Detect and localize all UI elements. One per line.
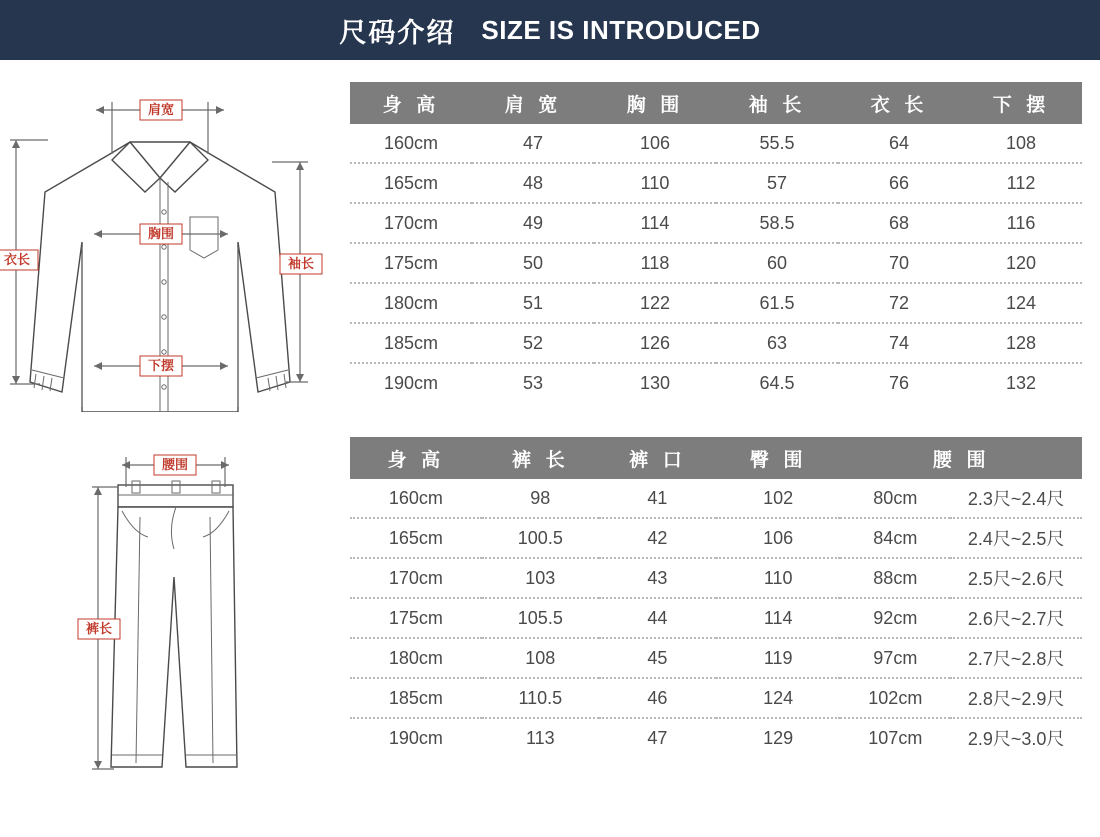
cell-length: 74 [838, 323, 960, 363]
shirt-illustration [0, 82, 350, 412]
cell-shoulder: 47 [472, 124, 594, 163]
cell-cuff: 45 [599, 638, 716, 678]
cell-height: 165cm [350, 163, 472, 203]
page-title-cn: 尺码介绍 [339, 17, 456, 48]
cell-hem: 112 [960, 163, 1082, 203]
cell-cuff: 46 [599, 678, 716, 718]
cell-height: 185cm [350, 678, 482, 718]
cell-waist-chi: 2.6尺~2.7尺 [950, 598, 1082, 638]
pants-label-waist: 腰围 [161, 458, 189, 473]
cell-waist-cm: 84cm [840, 518, 950, 558]
pants-col-waist: 腰 围 [840, 437, 1082, 479]
cell-pantlength: 113 [525, 727, 555, 748]
cell-waist-chi: 2.5尺~2.6尺 [950, 558, 1082, 598]
table-row [350, 558, 1082, 598]
cell-waist-chi: 2.3尺~2.4尺 [950, 479, 1082, 518]
pants-col-cuff: 裤 口 [599, 437, 716, 479]
cell-height: 175cm [350, 243, 472, 283]
cell-waist-chi: 2.9尺~3.0尺 [967, 729, 1065, 749]
cell-hip: 110 [716, 558, 840, 598]
cell-length: 66 [838, 163, 960, 203]
cell-shoulder: 53 [522, 372, 544, 393]
table-header-row [350, 82, 1082, 124]
pants-diagram [0, 437, 350, 797]
cell-pantlength: 103 [482, 558, 599, 598]
shirt-label-shoulder: 肩宽 [147, 103, 175, 118]
cell-waist-cm: 92cm [840, 598, 950, 638]
page-title-en: SIZE IS INTRODUCED [481, 14, 761, 45]
shirt-col-chest: 胸 围 [594, 82, 716, 124]
table-row [350, 598, 1082, 638]
table-row [350, 203, 1082, 243]
cell-waist-chi: 2.4尺~2.5尺 [950, 518, 1082, 558]
table-row [350, 479, 1082, 518]
cell-height: 190cm [388, 727, 443, 748]
cell-length: 76 [888, 372, 910, 393]
shirt-col-height: 身 高 [350, 82, 472, 124]
cell-height: 160cm [350, 479, 482, 518]
pants-section [0, 437, 1100, 797]
table-row [350, 124, 1082, 163]
cell-sleeve: 55.5 [716, 124, 838, 163]
shirt-table-wrap [350, 82, 1100, 402]
cell-waist-cm: 97cm [840, 638, 950, 678]
cell-chest: 122 [594, 283, 716, 323]
cell-length: 68 [838, 203, 960, 243]
cell-cuff: 47 [647, 727, 668, 748]
table-row [350, 678, 1082, 718]
cell-hip: 129 [763, 727, 794, 748]
shirt-col-shoulder: 肩 宽 [472, 82, 594, 124]
cell-chest: 130 [639, 372, 671, 393]
cell-height: 170cm [350, 203, 472, 243]
shirt-label-chest: 胸围 [147, 227, 175, 242]
cell-waist-cm: 80cm [840, 479, 950, 518]
cell-hip: 119 [716, 638, 840, 678]
table-row [350, 518, 1082, 558]
cell-waist-chi: 2.8尺~2.9尺 [950, 678, 1082, 718]
shirt-label-sleeve: 袖长 [287, 257, 315, 272]
cell-sleeve: 60 [716, 243, 838, 283]
table-row [350, 638, 1082, 678]
cell-sleeve: 58.5 [716, 203, 838, 243]
cell-hip: 114 [716, 598, 840, 638]
table-header-row [350, 437, 1082, 479]
cell-sleeve: 63 [716, 323, 838, 363]
cell-length: 64 [838, 124, 960, 163]
cell-cuff: 44 [599, 598, 716, 638]
shirt-label-length: 衣长 [3, 253, 31, 268]
page-header [0, 0, 1100, 60]
cell-hem: 120 [960, 243, 1082, 283]
cell-cuff: 42 [599, 518, 716, 558]
cell-hip: 102 [716, 479, 840, 518]
pants-size-table [350, 437, 1082, 757]
table-row [350, 243, 1082, 283]
cell-sleeve: 61.5 [716, 283, 838, 323]
cell-cuff: 43 [599, 558, 716, 598]
cell-height: 190cm [383, 372, 439, 393]
cell-pantlength: 98 [482, 479, 599, 518]
cell-hem: 108 [960, 124, 1082, 163]
table-row [350, 363, 1082, 402]
cell-hem: 124 [960, 283, 1082, 323]
cell-waist-chi: 2.7尺~2.8尺 [950, 638, 1082, 678]
cell-height: 160cm [350, 124, 472, 163]
cell-height: 175cm [350, 598, 482, 638]
cell-chest: 106 [594, 124, 716, 163]
pants-col-height: 身 高 [350, 437, 482, 479]
cell-pantlength: 108 [482, 638, 599, 678]
cell-chest: 126 [594, 323, 716, 363]
cell-height: 185cm [350, 323, 472, 363]
cell-hem: 132 [1005, 372, 1037, 393]
cell-hip: 124 [716, 678, 840, 718]
pants-label-length: 裤长 [85, 622, 113, 637]
cell-chest: 118 [594, 243, 716, 283]
pants-illustration [0, 437, 350, 797]
shirt-col-sleeve: 袖 长 [716, 82, 838, 124]
shirt-section [0, 82, 1100, 412]
cell-shoulder: 51 [472, 283, 594, 323]
cell-hem: 128 [960, 323, 1082, 363]
cell-shoulder: 52 [472, 323, 594, 363]
cell-waist-cm: 102cm [840, 678, 950, 718]
cell-sleeve: 57 [716, 163, 838, 203]
cell-length: 72 [838, 283, 960, 323]
cell-height: 180cm [350, 283, 472, 323]
cell-hem: 116 [960, 203, 1082, 243]
cell-height: 165cm [350, 518, 482, 558]
cell-length: 70 [838, 243, 960, 283]
cell-waist-cm: 107cm [868, 727, 923, 748]
pants-col-pantlength: 裤 长 [482, 437, 599, 479]
cell-shoulder: 50 [472, 243, 594, 283]
cell-shoulder: 49 [472, 203, 594, 243]
cell-height: 180cm [350, 638, 482, 678]
pants-col-hip: 臀 围 [716, 437, 840, 479]
cell-cuff: 41 [599, 479, 716, 518]
table-row [350, 323, 1082, 363]
cell-chest: 110 [594, 163, 716, 203]
shirt-label-hem: 下摆 [147, 359, 175, 374]
cell-chest: 114 [594, 203, 716, 243]
cell-sleeve: 64.5 [759, 372, 795, 393]
cell-height: 170cm [350, 558, 482, 598]
pants-table-wrap [350, 437, 1100, 757]
cell-pantlength: 110.5 [482, 678, 599, 718]
cell-hip: 106 [716, 518, 840, 558]
shirt-size-table [350, 82, 1082, 402]
cell-shoulder: 48 [472, 163, 594, 203]
cell-pantlength: 100.5 [482, 518, 599, 558]
shirt-col-length: 衣 长 [838, 82, 960, 124]
cell-pantlength: 105.5 [482, 598, 599, 638]
table-row [350, 163, 1082, 203]
shirt-col-hem: 下 摆 [960, 82, 1082, 124]
table-row [350, 283, 1082, 323]
shirt-diagram [0, 82, 350, 412]
table-row [350, 718, 1082, 757]
cell-waist-cm: 88cm [840, 558, 950, 598]
